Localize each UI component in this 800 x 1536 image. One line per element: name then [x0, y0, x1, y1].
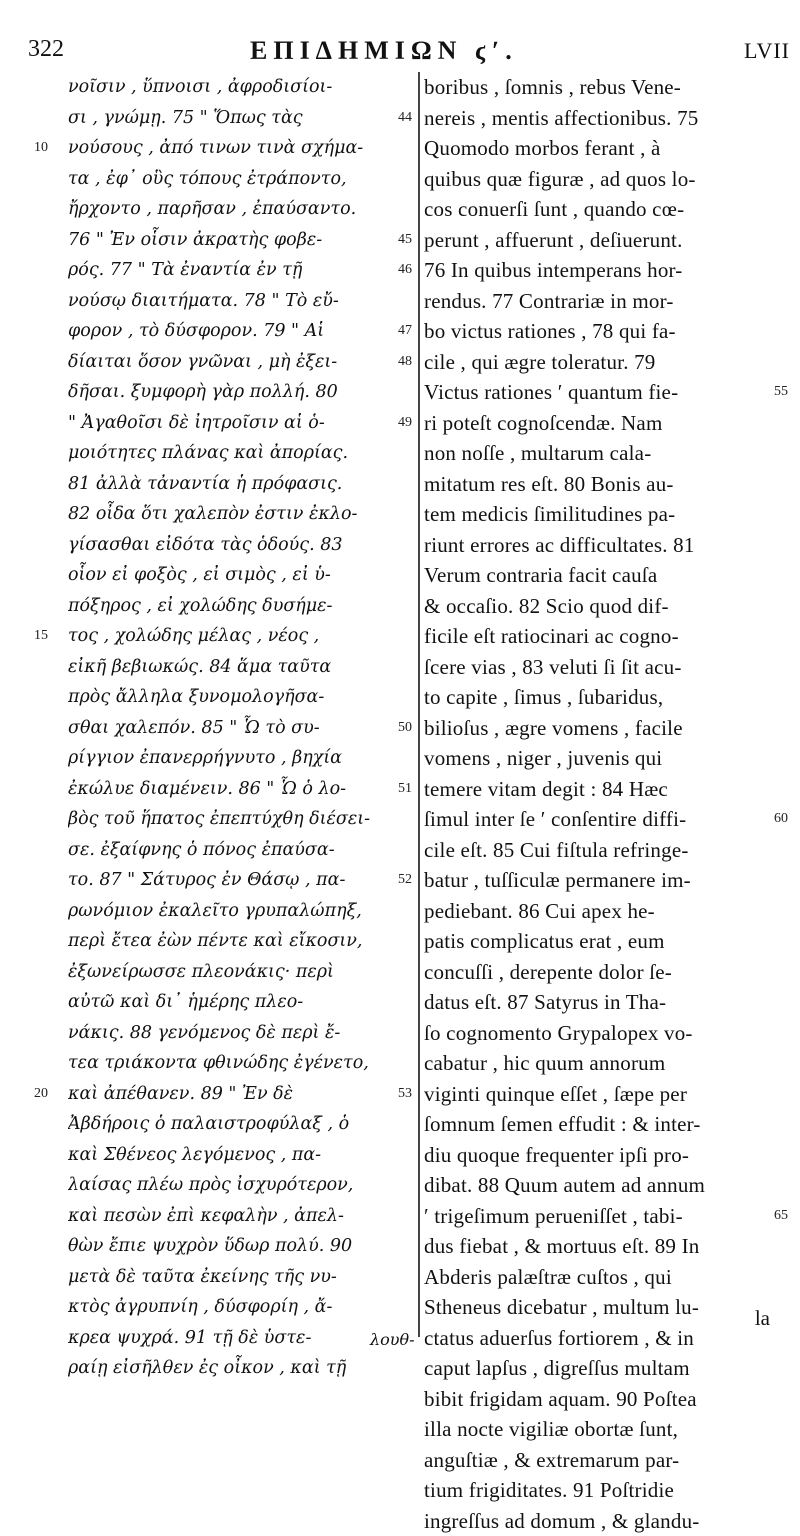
- page-number: 322: [28, 36, 64, 63]
- latin-text-line: diu quoque frequenter ipſi pro-: [424, 1140, 770, 1171]
- greek-text-line: κτὸς ἀγρυπνίη , δύσφορίη , ἄ-: [68, 1292, 418, 1323]
- greek-text-line: γίσασθαι εἰδότα τὰς ὁδούς. 83: [68, 530, 418, 561]
- latin-text-line: temere vitam degit : 84 Hæc: [424, 774, 770, 805]
- latin-text-line: patis complicatus erat , eum: [424, 926, 770, 957]
- catchword: λουθ-: [370, 1330, 415, 1349]
- latin-text-line: ſcere vias , 83 veluti ſi ſit acu-: [424, 652, 770, 683]
- greek-text-line: αὐτῶ καὶ δι᾽ ἡμέρης πλεο-: [68, 987, 418, 1018]
- greek-text-line: νάκις. 88 γενόμενος δὲ περὶ ἔ-: [68, 1018, 418, 1049]
- margin-line-number: 44: [398, 110, 412, 126]
- greek-text-line: τα , ἐφ᾽ οὓς τόπους ἐτράποντο,: [68, 164, 418, 195]
- greek-text-line: σθαι χαλεπόν. 85 " Ὧ τὸ συ-: [68, 713, 418, 744]
- latin-text-line: ingreſſus ad domum , & glandu-: [424, 1506, 770, 1536]
- margin-line-number: 46: [398, 262, 412, 278]
- greek-text-line: εἰκῆ βεβιωκώς. 84 ἅμα ταῦτα: [68, 652, 418, 683]
- latin-text-line: batur , tuſſiculæ permanere im-: [424, 865, 770, 896]
- latin-text-line: Abderis palæſtræ cuſtos , qui: [424, 1262, 770, 1293]
- latin-text-line: Verum contraria facit cauſa: [424, 560, 770, 591]
- latin-text-line: dus fiebat , & mortuus eſt. 89 In: [424, 1231, 770, 1262]
- latin-text-line: to capite , ſimus , ſubaridus,: [424, 682, 770, 713]
- latin-text-line: mitatum res eſt. 80 Bonis au-: [424, 469, 770, 500]
- margin-line-number: 47: [398, 323, 412, 339]
- greek-text-line: τεα τριάκοντα φθινώδης ἐγένετο,: [68, 1048, 418, 1079]
- running-head: ΕΠΙΔΗΜΙΩΝ ϛʹ.: [250, 36, 518, 66]
- latin-text-line: riunt errores ac difficultates. 81: [424, 530, 770, 561]
- latin-text-line: Quomodo morbos ferant , à: [424, 133, 770, 164]
- greek-text-line: Ἀβδήροις ὁ παλαιστροφύλαξ , ὁ: [68, 1109, 418, 1140]
- greek-text-line: οἷον εἰ φοξὸς , εἰ σιμὸς , εἰ ὑ-: [68, 560, 418, 591]
- margin-line-number: 53: [398, 1086, 412, 1102]
- hanging-last-word: la: [755, 1306, 770, 1331]
- greek-text-line: καὶ πεσὼν ἐπὶ κεφαλὴν , ἀπελ-: [68, 1201, 418, 1232]
- greek-text-line: θὼν ἔπιε ψυχρὸν ὕδωρ πολύ. 90: [68, 1231, 418, 1262]
- greek-text-line: νούσους , ἀπό τινων τινὰ σχήμα-: [68, 133, 418, 164]
- latin-text-line: ſomnum ſemen effudit : & inter-: [424, 1109, 770, 1140]
- margin-line-number: 55: [774, 384, 788, 400]
- latin-text-line: nereis , mentis affectionibus. 75: [424, 103, 770, 134]
- greek-text-line: μοιότητες πλάνας καὶ ἀπορίας.: [68, 438, 418, 469]
- latin-text-line: caput lapſus , digreſſus multam: [424, 1353, 770, 1384]
- latin-text-line: rendus. 77 Contrariæ in mor-: [424, 286, 770, 317]
- greek-text-line: νούσῳ διαιτήματα. 78 " Τὸ εὔ-: [68, 286, 418, 317]
- latin-text-line: cabatur , hic quum annorum: [424, 1048, 770, 1079]
- greek-text-line: μετὰ δὲ ταῦτα ἐκείνης τῆς νυ-: [68, 1262, 418, 1293]
- latin-text-line: vomens , niger , juvenis qui: [424, 743, 770, 774]
- latin-text-line: dibat. 88 Quum autem ad annum: [424, 1170, 770, 1201]
- latin-text-line: ſo cognomento Grypalopex vo-: [424, 1018, 770, 1049]
- latin-text-line: bo victus rationes , 78 qui fa-: [424, 316, 770, 347]
- latin-text-line: & occaſio. 82 Scio quod dif-: [424, 591, 770, 622]
- latin-text-line: pediebant. 86 Cui apex he-: [424, 896, 770, 927]
- latin-text-line: illa nocte vigiliæ obortæ ſunt,: [424, 1414, 770, 1445]
- greek-text-line: καὶ Σθένεος λεγόμενος , πα-: [68, 1140, 418, 1171]
- latin-text-line: cos conuerſi ſunt , quando cœ-: [424, 194, 770, 225]
- greek-text-line: 82 οἶδα ὅτι χαλεπὸν ἐστιν ἐκλο-: [68, 499, 418, 530]
- greek-text-line: ρός. 77 " Τὰ ἐναντία ἐν τῇ: [68, 255, 418, 286]
- greek-text-line: σι , γνώμῃ. 75 " Ὅπως τὰς: [68, 103, 418, 134]
- greek-text-line: σε. ἐξαίφνης ὁ πόνος ἐπαύσα-: [68, 835, 418, 866]
- latin-text-line: cile eſt. 85 Cui fiſtula refringe-: [424, 835, 770, 866]
- greek-text-line: ἐκώλυε διαμένειν. 86 " Ὧ ὁ λο-: [68, 774, 418, 805]
- greek-text-line: ρωνόμιον ἐκαλεῖτο γρυπαλώπηξ,: [68, 896, 418, 927]
- greek-text-line: πρὸς ἄλληλα ξυνομολογῆσα-: [68, 682, 418, 713]
- margin-line-number: 60: [774, 811, 788, 827]
- latin-text-line: perunt , affuerunt , deſiuerunt.: [424, 225, 770, 256]
- margin-line-number: 10: [34, 140, 48, 156]
- greek-text-line: δῆσαι. ξυμφορὴ γὰρ πολλή. 80: [68, 377, 418, 408]
- latin-text-line: Victus rationes ʹ quantum fie-: [424, 377, 770, 408]
- latin-text-line: viginti quinque eſſet , ſæpe per: [424, 1079, 770, 1110]
- greek-text-line: καὶ ἀπέθανεν. 89 " Ἐν δὲ: [68, 1079, 418, 1110]
- latin-text-line: anguſtiæ , & extremarum par-: [424, 1445, 770, 1476]
- latin-text-line: cile , qui ægre toleratur. 79: [424, 347, 770, 378]
- margin-line-number: 51: [398, 781, 412, 797]
- latin-text-line: 76 In quibus intemperans hor-: [424, 255, 770, 286]
- margin-line-number: 45: [398, 232, 412, 248]
- greek-text-column: [68, 72, 418, 1384]
- margin-line-number: 48: [398, 354, 412, 370]
- greek-text-line: 76 " Ἐν οἷσιν ἀκρατὴς φοβε-: [68, 225, 418, 256]
- latin-text-line: ri poteſt cognoſcendæ. Nam: [424, 408, 770, 439]
- greek-text-line: το. 87 " Σάτυρος ἐν Θάσῳ , πα-: [68, 865, 418, 896]
- latin-text-line: ʹ trigeſimum perueniſſet , tabi-: [424, 1201, 770, 1232]
- latin-text-line: non noſſe , multarum cala-: [424, 438, 770, 469]
- greek-text-line: περὶ ἔτεα ἐὼν πέντε καὶ εἴκοσιν,: [68, 926, 418, 957]
- signature-mark: LVII: [744, 38, 790, 64]
- latin-text-line: tem medicis ſimilitudines pa-: [424, 499, 770, 530]
- greek-text-line: βὸς τοῦ ἥπατος ἐπεπτύχθη διέσει-: [68, 804, 418, 835]
- margin-line-number: 20: [34, 1086, 48, 1102]
- column-divider: [418, 72, 420, 1337]
- greek-text-line: λαίσας πλέω πρὸς ἰσχυρότερον,: [68, 1170, 418, 1201]
- greek-text-line: 81 ἀλλὰ τἀναντία ἡ πρόφασις.: [68, 469, 418, 500]
- margin-line-number: 65: [774, 1208, 788, 1224]
- greek-text-line: ἐξωνείρωσσε πλεονάκις· περὶ: [68, 957, 418, 988]
- margin-line-number: 15: [34, 628, 48, 644]
- greek-text-line: τος , χολώδης μέλας , νέος ,: [68, 621, 418, 652]
- latin-text-line: bibit frigidam aquam. 90 Poſtea: [424, 1384, 770, 1415]
- greek-text-line: ραίῃ εἰσῆλθεν ἐς οἶκον , καὶ τῇ: [68, 1353, 418, 1384]
- latin-text-line: boribus , ſomnis , rebus Vene-: [424, 72, 770, 103]
- latin-text-line: datus eſt. 87 Satyrus in Tha-: [424, 987, 770, 1018]
- greek-text-line: νοῖσιν , ὕπνοισι , ἀφροδισίοι-: [68, 72, 418, 103]
- latin-text-line: tium frigiditates. 91 Poſtridie: [424, 1475, 770, 1506]
- latin-text-column: [424, 72, 770, 1536]
- greek-text-line: κρεα ψυχρά. 91 τῇ δὲ ὑστε-: [68, 1323, 418, 1354]
- latin-text-line: Stheneus dicebatur , multum lu-: [424, 1292, 770, 1323]
- latin-text-line: ficile eſt ratiocinari ac cogno-: [424, 621, 770, 652]
- margin-line-number: 52: [398, 872, 412, 888]
- margin-line-number: 50: [398, 720, 412, 736]
- greek-text-line: δίαιται ὅσον γνῶναι , μὴ ἐξει-: [68, 347, 418, 378]
- latin-text-line: bilioſus , ægre vomens , facile: [424, 713, 770, 744]
- greek-text-line: πόξηρος , εἰ χολώδης δυσήμε-: [68, 591, 418, 622]
- latin-text-line: concuſſi , derepente dolor ſe-: [424, 957, 770, 988]
- greek-text-line: ἤρχοντο , παρῆσαν , ἐπαύσαντο.: [68, 194, 418, 225]
- greek-text-line: φορον , τὸ δύσφορον. 79 " Αἱ: [68, 316, 418, 347]
- margin-line-number: 49: [398, 415, 412, 431]
- latin-text-line: ctatus aduerſus fortiorem , & in: [424, 1323, 770, 1354]
- greek-text-line: ρίγγιον ἐπανερρήγνυτο , βηχία: [68, 743, 418, 774]
- latin-text-line: ſimul inter ſe ʹ conſentire diffi-: [424, 804, 770, 835]
- greek-text-line: " Ἀγαθοῖσι δὲ ἰητροῖσιν αἱ ὁ-: [68, 408, 418, 439]
- latin-text-line: quibus quæ figuræ , ad quos lo-: [424, 164, 770, 195]
- page-header: [0, 36, 800, 76]
